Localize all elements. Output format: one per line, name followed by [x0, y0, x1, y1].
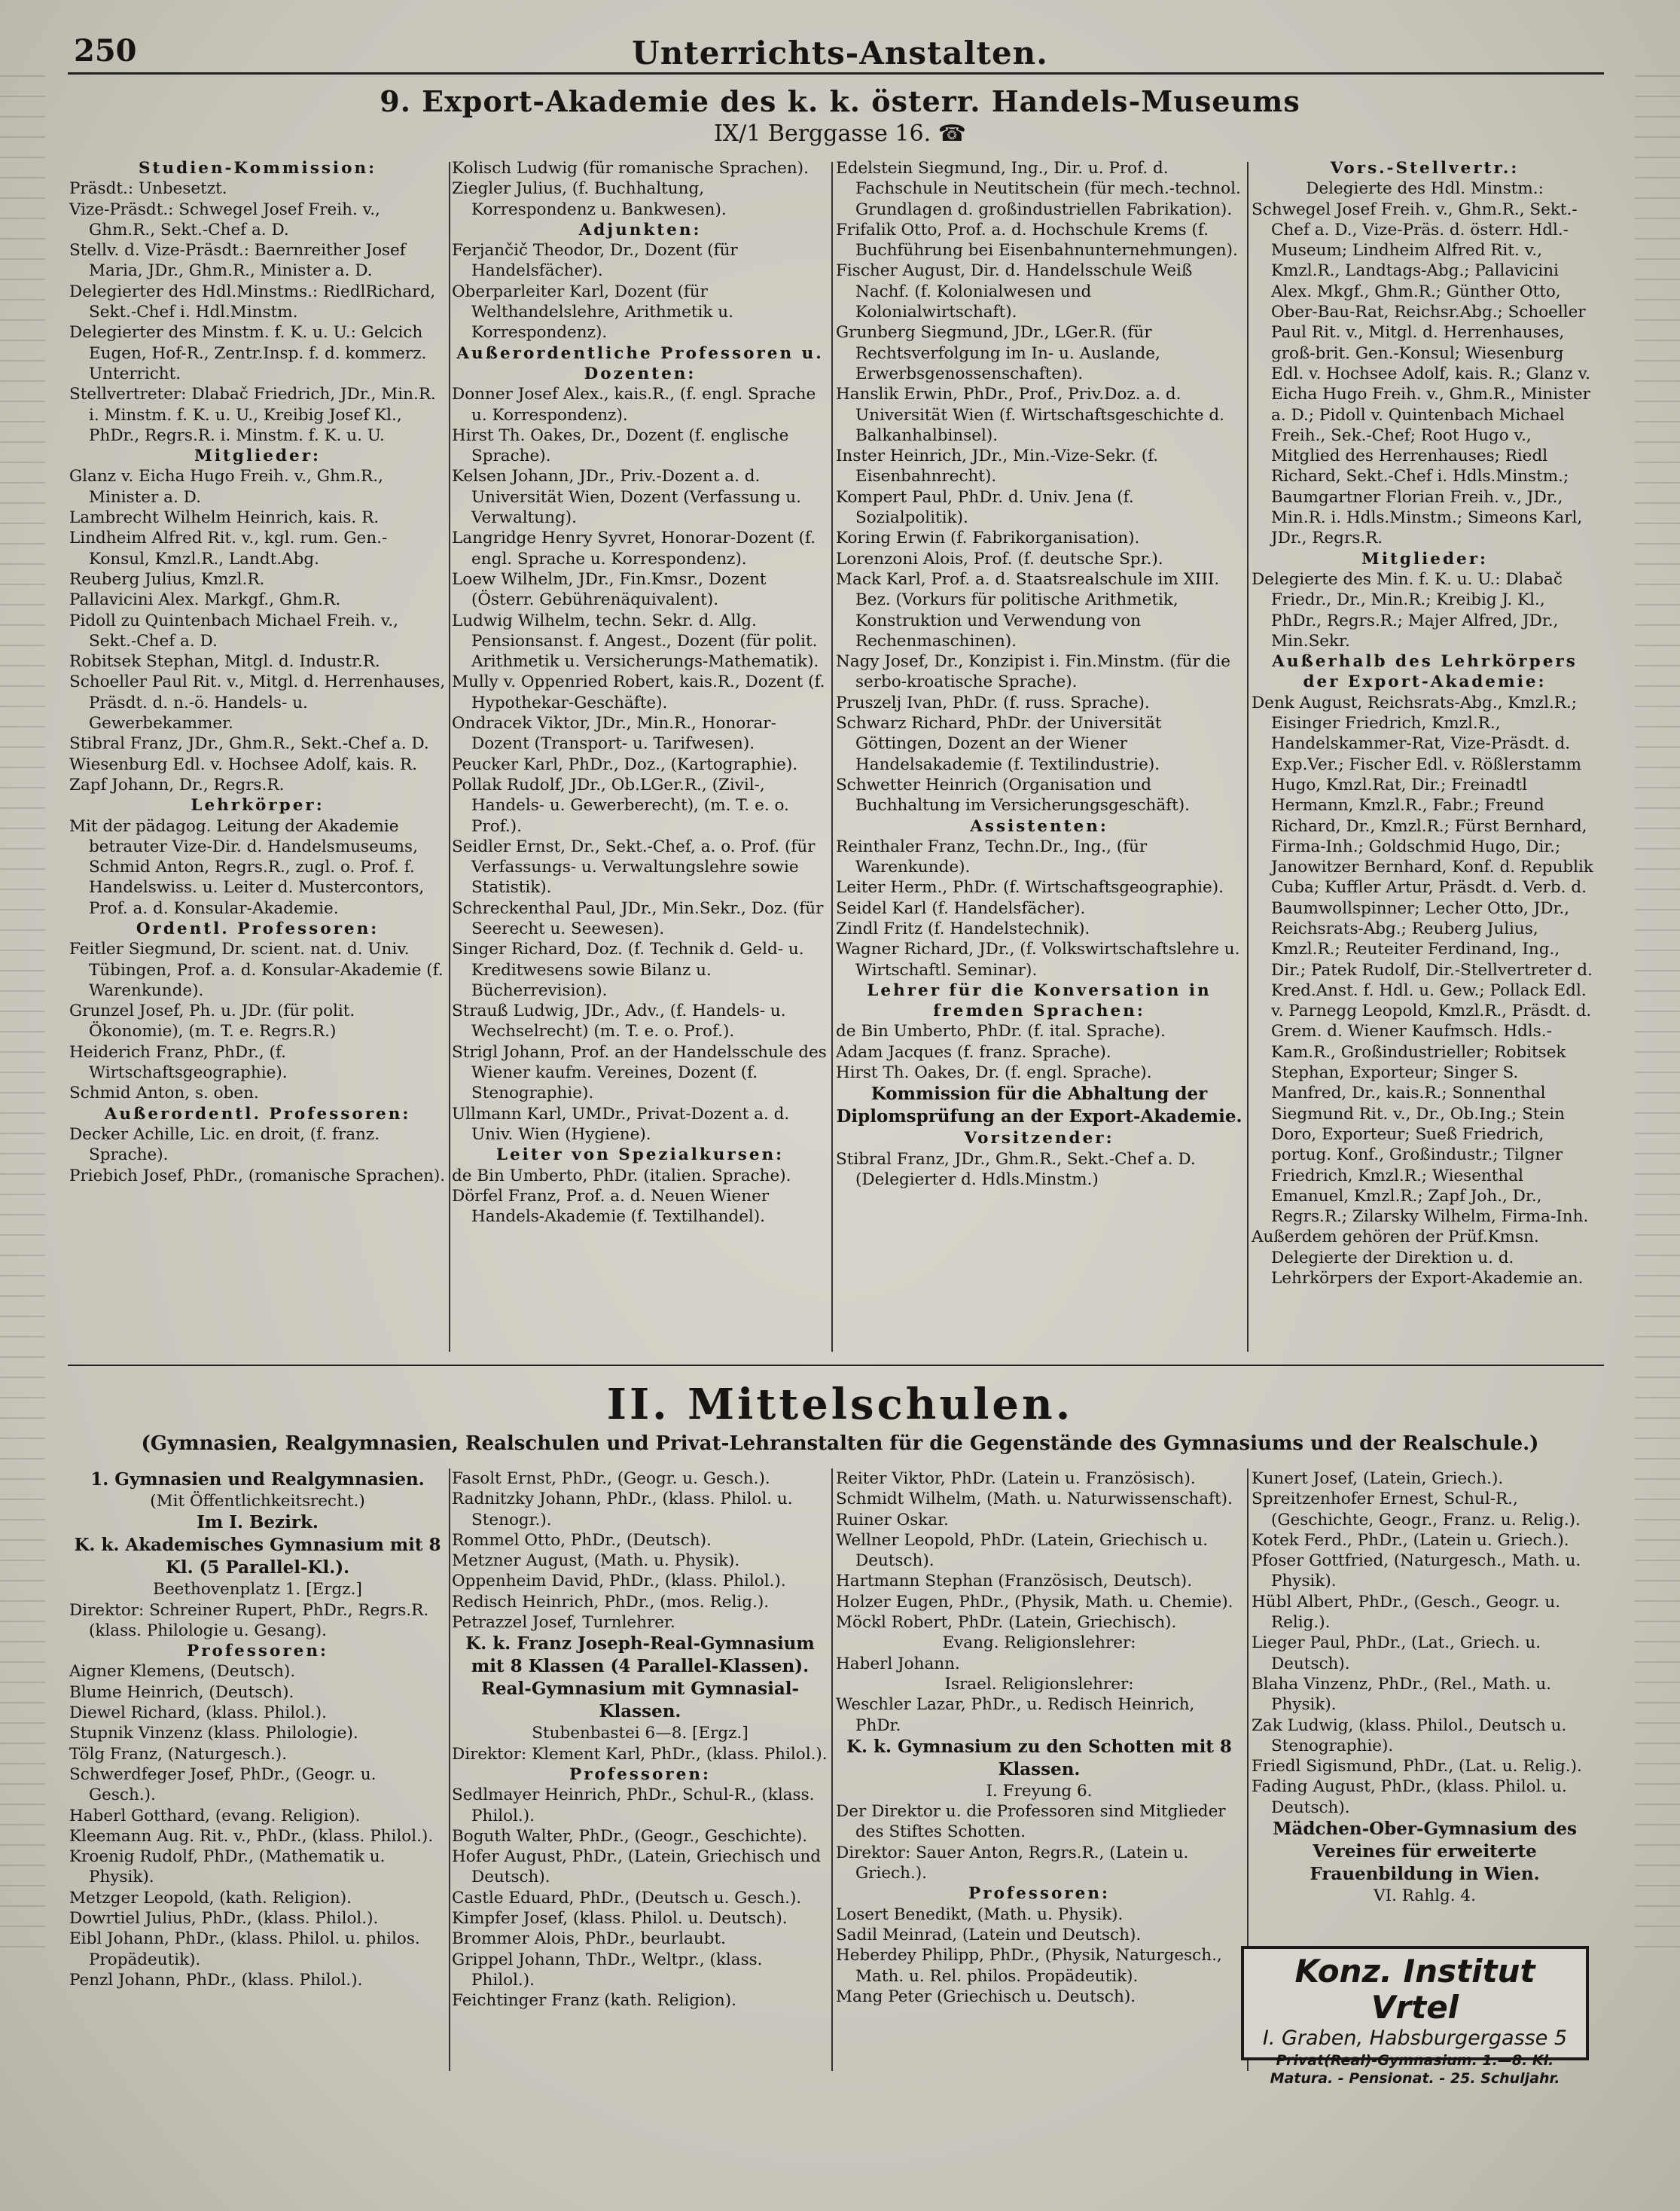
- section-heading: Im I. Bezirk.: [197, 1512, 319, 1533]
- directory-entry: Schwerdfeger Josef, PhDr., (Geogr. u. Gesch.).: [69, 1764, 377, 1805]
- directory-entry: Wellner Leopold, PhDr. (Latein, Griechisch u. Deutsch).: [836, 1530, 1209, 1571]
- column-3: [836, 158, 1242, 1190]
- directory-entry: Stibral Franz, JDr., Ghm.R., Sekt.-Chef a. D.: [69, 734, 429, 754]
- directory-entry: Lorenzoni Alois, Prof. (f. deutsche Spr.).: [836, 549, 1163, 569]
- directory-entry: Nagy Josef, Dr., Konzipist i. Fin.Minstm. (für die serbo-kroatische Sprache).: [836, 652, 1230, 692]
- directory-entry: Redisch Heinrich, PhDr., (mos. Relig.).: [452, 1592, 770, 1612]
- section-heading: Professoren:: [569, 1764, 711, 1784]
- column-divider: [831, 162, 833, 1352]
- directory-entry: Zak Ludwig, (klass. Philol., Deutsch u. Stenographie).: [1252, 1715, 1567, 1755]
- section-heading: Leiter von Spezialkursen:: [495, 1145, 785, 1165]
- directory-entry: Kompert Paul, PhDr. d. Univ. Jena (f. Sozialpolitik).: [836, 487, 1134, 528]
- directory-entry: Wiesenburg Edl. v. Hochsee Adolf, kais. R.: [69, 755, 417, 774]
- directory-entry: Kimpfer Josef, (klass. Philol. u. Deutsch).: [452, 1909, 788, 1929]
- directory-entry: VI. Rahlg. 4.: [1374, 1886, 1476, 1906]
- directory-entry: Schreckenthal Paul, JDr., Min.Sekr., Doz. (für Seerecht u. Seewesen).: [452, 898, 824, 938]
- directory-entry: Tölg Franz, (Naturgesch.).: [69, 1744, 288, 1764]
- directory-entry: Delegierte des Min. f. K. u. U.: Dlabač Friedr., Dr., Min.R.; Kreibig J. Kl., PhDr., Regrs.R.; Majer Alfred, JDr., Min.Sekr.: [1252, 569, 1563, 651]
- directory-entry: Ondracek Viktor, JDr., Min.R., Honorar-Dozent (Transport- u. Tarifwesen).: [452, 714, 776, 754]
- directory-entry: Delegierte des Hdl. Minstm.:: [1306, 179, 1544, 199]
- directory-entry: Präsdt.: Unbesetzt.: [69, 179, 227, 199]
- directory-entry: Pallavicini Alex. Markgf., Ghm.R.: [69, 590, 341, 610]
- section-heading: 1. Gymnasien und Realgymnasien.: [90, 1469, 425, 1490]
- section-heading: K. k. Gymnasium zu den Schotten mit 8 Klassen.: [846, 1736, 1232, 1779]
- directory-entry: Reiter Viktor, PhDr. (Latein u. Französisch).: [836, 1469, 1196, 1488]
- directory-entry: Peucker Karl, PhDr., Doz., (Kartographie).: [452, 755, 798, 774]
- directory-entry: Stibral Franz, JDr., Ghm.R., Sekt.-Chef a. D. (Delegierter d. Hdls.Minstm.): [836, 1149, 1196, 1189]
- section-heading: Mädchen-Ober-Gymnasium des Vereines für erweiterte Frauenbildung in Wien.: [1273, 1819, 1577, 1885]
- directory-entry: Lieger Paul, PhDr., (Lat., Griech. u. Deutsch).: [1252, 1633, 1541, 1673]
- directory-entry: Pruszelj Ivan, PhDr. (f. russ. Sprache).: [836, 693, 1150, 712]
- directory-entry: Adam Jacques (f. franz. Sprache).: [836, 1042, 1111, 1062]
- directory-entry: Denk August, Reichsrats-Abg., Kmzl.R.; Eisinger Friedrich, Kmzl.R., Handelskammer-Rat, Vize-Präsdt. d. Exp.Ver.; Fischer Edl. v. Rößlerstamm Hugo, Kmzl.Rat, Dir.; Freinadtl Hermann, Kmzl.R., Fabr.; Freund Richard, Dr., Kmzl.R.; Fürst Bernhard, Firma-Inh.; Goldschmid Hugo, Dir.; Janowitzer Bernhard, Konf. d. Republik Cuba; Kuffler Artur, Präsdt. d. Verb. d. Baumwollspinner; Lecher Otto, JDr., Reichsrats-Abg.; Reuberg Julius, Kmzl.R.; Reuteiter Ferdinand, Ing., Dir.; Patek Rudolf, Dir.-Stellvertreter d. Kred.Anst. f. Hdl. u. Gew.; Pollack Edl. v. Parnegg Leopold, Kmzl.R., Präsdt. d. Grem. d. Wiener Kaufmsch. Hdls.-Kam.R., Großindustrieller; Robitsek Stephan, Exporteur; Singer S. Manfred, Dr., kais.R.; Sonnenthal Siegmund Rit. v., Dr., Ob.Ing.; Stein Doro, Exporteur; Sueß Friedrich, portug. Konf., Großindustr.; Tilgner Friedrich, Kmzl.R.; Wiesenthal Emanuel, Kmzl.R.; Zapf Joh., Dr., Regrs.R.; Zilarsky Wilhelm, Firma-Inh.: [1252, 693, 1593, 1227]
- directory-entry: Hirst Th. Oakes, Dr. (f. engl. Sprache).: [836, 1063, 1152, 1083]
- directory-entry: Friedl Sigismund, PhDr., (Lat. u. Relig.).: [1252, 1757, 1582, 1776]
- directory-entry: Kelsen Johann, JDr., Priv.-Dozent a. d. Universität Wien, Dozent (Verfassung u. Verwaltung).: [452, 467, 801, 528]
- directory-entry: Zindl Fritz (f. Handelstechnik).: [836, 919, 1090, 938]
- directory-entry: Pollak Rudolf, JDr., Ob.LGer.R., (Zivil-, Handels- u. Gewerberecht), (m. T. e. o. Prof.).: [452, 775, 789, 836]
- advert-address: I. Graben, Habsburgergasse 5: [1262, 2026, 1568, 2050]
- directory-entry: Delegierter des Minstm. f. K. u. U.: Gelcich Eugen, Hof-R., Zentr.Insp. f. d. kommerz. Unterricht.: [69, 323, 427, 383]
- section-heading: Außerordentliche Professoren u. Dozenten:: [456, 343, 824, 383]
- column-2: [452, 158, 828, 1227]
- directory-entry: Hübl Albert, PhDr., (Gesch., Geogr. u. Relig.).: [1252, 1592, 1561, 1633]
- directory-entry: Pidoll zu Quintenbach Michael Freih. v., Sekt.-Chef a. D.: [69, 611, 398, 651]
- directory-entry: Ferjančič Theodor, Dr., Dozent (für Handelsfächer).: [452, 241, 738, 281]
- directory-entry: Langridge Henry Syvret, Honorar-Dozent (f. engl. Sprache u. Korrespondenz).: [452, 529, 816, 569]
- directory-entry: Weschler Lazar, PhDr., u. Redisch Heinrich, PhDr.: [836, 1695, 1195, 1735]
- directory-entry: Losert Benedikt, (Math. u. Physik).: [836, 1905, 1124, 1924]
- directory-entry: Sedlmayer Heinrich, PhDr., Schul-R., (klass. Philol.).: [452, 1786, 815, 1825]
- directory-entry: Priebich Josef, PhDr., (romanische Sprachen).: [69, 1166, 446, 1185]
- section-heading: Vorsitzender:: [964, 1129, 1114, 1148]
- directory-entry: Delegierter des Hdl.Minstms.: RiedlRichard, Sekt.-Chef i. Hdl.Minstm.: [69, 282, 436, 322]
- column-1: [69, 158, 446, 1186]
- directory-entry: Feichtinger Franz (kath. Religion).: [452, 1991, 736, 2011]
- directory-entry: Fading August, PhDr., (klass. Philol. u. Deutsch).: [1252, 1777, 1567, 1817]
- directory-entry: Boguth Walter, PhDr., (Geogr., Geschichte).: [452, 1826, 808, 1846]
- directory-entry: Blume Heinrich, (Deutsch).: [69, 1682, 294, 1702]
- directory-entry: Mack Karl, Prof. a. d. Staatsrealschule im XIII. Bez. (Vorkurs für politische Arithmetik, Konstruktion und Verwendung von Rechenmaschinen).: [836, 569, 1220, 651]
- section-heading: Professoren:: [187, 1642, 328, 1661]
- directory-entry: Direktor: Sauer Anton, Regrs.R., (Latein u. Griech.).: [836, 1843, 1189, 1883]
- section-heading: Vors.-Stellvertr.:: [1330, 159, 1520, 178]
- directory-entry: Singer Richard, Doz. (f. Technik d. Geld- u. Kreditwesens sowie Bilanz u. Bücherrevision).: [452, 940, 804, 1000]
- directory-entry: Strigl Johann, Prof. an der Handelsschule des Wiener kaufm. Vereines, Dozent (f. Stenographie).: [452, 1042, 827, 1103]
- chapter-title: II. Mittelschulen.: [606, 1380, 1074, 1429]
- section-title: 9. Export-Akademie des k. k. österr. Handels-Museums: [380, 84, 1300, 118]
- directory-entry: Schwetter Heinrich (Organisation und Buchhaltung im Versicherungsgeschäft).: [836, 775, 1190, 816]
- directory-entry: Reuberg Julius, Kmzl.R.: [69, 569, 265, 589]
- directory-entry: Mully v. Oppenried Robert, kais.R., Dozent (f. Hypothekar-Geschäfte).: [452, 672, 825, 712]
- directory-entry: Der Direktor u. die Professoren sind Mitglieder des Stiftes Schotten.: [836, 1802, 1226, 1842]
- section-heading: Adjunkten:: [578, 220, 702, 239]
- directory-entry: Oppenheim David, PhDr., (klass. Philol.).: [452, 1572, 786, 1591]
- directory-entry: Fischer August, Dir. d. Handelsschule Weiß Nachf. (f. Kolonialwesen und Kolonialwirtschaft).: [836, 261, 1193, 322]
- advertisement-box: [1241, 1946, 1589, 2087]
- directory-entry: Stubenbastei 6—8. [Ergz.]: [532, 1724, 749, 1743]
- column-divider: [1247, 162, 1249, 1352]
- section-heading: Mitglieder:: [194, 447, 321, 466]
- directory-entry: Kleemann Aug. Rit. v., PhDr., (klass. Philol.).: [69, 1826, 434, 1846]
- directory-entry: Hirst Th. Oakes, Dr., Dozent (f. englische Sprache).: [452, 425, 789, 466]
- directory-entry: Inster Heinrich, JDr., Min.-Vize-Sekr. (f. Eisenbahnrecht).: [836, 447, 1159, 486]
- directory-entry: Direktor: Klement Karl, PhDr., (klass. Philol.).: [452, 1744, 828, 1764]
- lower-column-4: [1252, 1468, 1598, 1906]
- directory-entry: Stupnik Vinzenz (klass. Philologie).: [69, 1724, 358, 1743]
- directory-entry: Haberl Gotthard, (evang. Religion).: [69, 1806, 361, 1825]
- directory-entry: Brommer Alois, PhDr., beurlaubt.: [452, 1929, 726, 1949]
- directory-entry: Koring Erwin (f. Fabrikorganisation).: [836, 529, 1140, 548]
- directory-entry: Außerdem gehören der Prüf.Kmsn. Delegierte der Direktion u. d. Lehrkörpers der Export-Akademie an.: [1252, 1227, 1584, 1288]
- directory-entry: Haberl Johann.: [836, 1654, 960, 1673]
- directory-entry: Robitsek Stephan, Mitgl. d. Industr.R.: [69, 652, 380, 672]
- directory-entry: Reinthaler Franz, Techn.Dr., Ing., (für Warenkunde).: [836, 837, 1148, 877]
- directory-entry: Diewel Richard, (klass. Philol.).: [69, 1703, 327, 1723]
- directory-entry: Hofer August, PhDr., (Latein, Griechisch und Deutsch).: [452, 1847, 822, 1887]
- directory-entry: Seidler Ernst, Dr., Sekt.-Chef, a. o. Prof. (für Verfassungs- u. Verwaltungslehre sowie Statistik).: [452, 837, 816, 898]
- column-4: [1252, 158, 1598, 1288]
- directory-entry: Seidel Karl (f. Handelsfächer).: [836, 898, 1086, 918]
- directory-entry: Möckl Robert, PhDr. (Latein, Griechisch).: [836, 1613, 1177, 1633]
- column-divider: [449, 162, 450, 1352]
- directory-entry: Frifalik Otto, Prof. a. d. Hochschule Krems (f. Buchführung bei Eisenbahnunternehmungen).: [836, 220, 1238, 261]
- directory-entry: Stellv. d. Vize-Präsdt.: Baernreither Josef Maria, JDr., Ghm.R., Minister a. D.: [69, 241, 406, 281]
- directory-entry: Kotek Ferd., PhDr., (Latein u. Griech.).: [1252, 1530, 1569, 1550]
- directory-entry: Vize-Präsdt.: Schwegel Josef Freih. v., Ghm.R., Sekt.-Chef a. D.: [69, 200, 380, 239]
- directory-entry: Direktor: Schreiner Rupert, PhDr., Regrs.R. (klass. Philologie u. Gesang).: [69, 1600, 429, 1640]
- directory-entry: Wagner Richard, JDr., (f. Volkswirtschaftslehre u. Wirtschaftl. Seminar).: [836, 940, 1240, 980]
- directory-entry: Heiderich Franz, PhDr., (f. Wirtschaftsgeographie).: [69, 1042, 288, 1083]
- directory-entry: Penzl Johann, PhDr., (klass. Philol.).: [69, 1970, 363, 1990]
- directory-entry: Zapf Johann, Dr., Regrs.R.: [69, 775, 285, 794]
- directory-entry: Fasolt Ernst, PhDr., (Geogr. u. Gesch.).: [452, 1469, 770, 1488]
- header-rule: [68, 72, 1604, 75]
- directory-entry: Metzger Leopold, (kath. Religion).: [69, 1888, 352, 1908]
- page-number: 250: [74, 33, 137, 69]
- directory-entry: Feitler Siegmund, Dr. scient. nat. d. Univ. Tübingen, Prof. a. d. Konsular-Akademie (f. Warenkunde).: [69, 940, 444, 1000]
- directory-entry: Castle Eduard, PhDr., (Deutsch u. Gesch.).: [452, 1888, 802, 1908]
- directory-entry: Schmidt Wilhelm, (Math. u. Naturwissenschaft).: [836, 1490, 1233, 1509]
- directory-entry: Kunert Josef, (Latein, Griech.).: [1252, 1469, 1504, 1488]
- section-heading: Mitglieder:: [1361, 549, 1488, 569]
- directory-entry: Holzer Eugen, PhDr., (Physik, Math. u. Chemie).: [836, 1592, 1233, 1612]
- directory-entry: Schmid Anton, s. oben.: [69, 1084, 259, 1103]
- directory-entry: Petrazzel Josef, Turnlehrer.: [452, 1613, 675, 1633]
- directory-entry: Israel. Religionslehrer:: [944, 1674, 1134, 1694]
- lower-column-2: [452, 1468, 828, 2011]
- running-title: Unterrichts-Anstalten.: [632, 35, 1048, 72]
- section-address: IX/1 Berggasse 16. ☎: [713, 120, 967, 147]
- section-heading: Kommission für die Abhaltung der Diplomsprüfung an der Export-Akademie.: [836, 1084, 1242, 1127]
- directory-entry: (Mit Öffentlichkeitsrecht.): [150, 1492, 365, 1511]
- directory-entry: Mit der pädagog. Leitung der Akademie betrauter Vize-Dir. d. Handelsmuseums, Schmid Anton, Regrs.R., zugl. o. Prof. f. Handelswiss. u. Leiter d. Mustercontors, Prof. a. d. Konsular-Akademie.: [69, 816, 425, 918]
- directory-entry: de Bin Umberto, PhDr. (italien. Sprache).: [452, 1166, 791, 1185]
- directory-entry: Eibl Johann, PhDr., (klass. Philol. u. philos. Propädeutik).: [69, 1929, 420, 1969]
- left-bleed-through: [0, 75, 45, 1958]
- directory-entry: Schwegel Josef Freih. v., Ghm.R., Sekt.-Chef a. D., Vize-Präs. d. österr. Hdl.-Museum; Lindheim Alfred Rit. v., Kmzl.R., Landtags-Abg.; Pallavicini Alex. Mkgf., Ghm.R.; Günther Otto, Ober-Bau-Rat, Reichsr.Abg.; Schoeller Paul Rit. v., Mitgl. d. Herrenhauses, groß-brit. Gen.-Konsul; Wiesenburg Edl. v. Hochsee Adolf, kais. R.; Glanz v. Eicha Hugo Freih. v., Ghm.R., Minister a. D.; Pidoll v. Quintenbach Michael Freih., Sek.-Chef; Root Hugo v., Mitglied des Herrenhauses; Riedl Richard, Sekt.-Chef i. Hdls.Minstm.; Baumgartner Florian Freih. v., JDr., Min.R. i. Hdls.Minstm.; Simeons Karl, JDr., Regrs.R.: [1252, 200, 1590, 548]
- directory-entry: Kroenig Rudolf, PhDr., (Mathematik u. Physik).: [69, 1847, 386, 1887]
- directory-entry: Leiter Herm., PhDr. (f. Wirtschaftsgeographie).: [836, 878, 1224, 898]
- section-rule: [68, 1365, 1604, 1366]
- directory-entry: Hartmann Stephan (Französisch, Deutsch).: [836, 1572, 1193, 1591]
- section-heading: Lehrer für die Konversation in fremden Sprachen:: [867, 980, 1212, 1021]
- directory-entry: Lindheim Alfred Rit. v., kgl. rum. Gen.-Konsul, Kmzl.R., Landt.Abg.: [69, 529, 388, 569]
- directory-entry: Rommel Otto, PhDr., (Deutsch).: [452, 1530, 712, 1550]
- lower-column-3: [836, 1468, 1242, 2007]
- advert-name: Konz. Institut Vrtel: [1294, 1953, 1535, 2026]
- section-heading: Studien-Kommission:: [138, 159, 377, 178]
- directory-entry: Ullmann Karl, UMDr., Privat-Dozent a. d. Univ. Wien (Hygiene).: [452, 1104, 790, 1144]
- section-heading: Lehrkörper:: [191, 796, 325, 816]
- column-divider: [831, 1468, 833, 2071]
- lower-column-1: [69, 1468, 446, 1990]
- section-heading: Ordentl. Professoren:: [136, 919, 380, 938]
- directory-entry: Heberdey Philipp, PhDr., (Physik, Naturgesch., Math. u. Rel. philos. Propädeutik).: [836, 1946, 1222, 1986]
- directory-entry: Strauß Ludwig, JDr., Adv., (f. Handels- u. Wechselrecht) (m. T. e. o. Prof.).: [452, 1002, 786, 1041]
- directory-entry: Stellvertreter: Dlabač Friedrich, JDr., Min.R. i. Minstm. f. K. u. U., Kreibig Josef Kl., PhDr., Regrs.R. i. Minstm. f. K. u. U.: [69, 385, 436, 445]
- directory-entry: Radnitzky Johann, PhDr., (klass. Philol. u. Stenogr.).: [452, 1490, 793, 1529]
- section-heading: Außerhalb des Lehrkörpers der Export-Akademie:: [1272, 652, 1578, 692]
- directory-entry: Evang. Religionslehrer:: [942, 1633, 1136, 1653]
- directory-entry: Blaha Vinzenz, PhDr., (Rel., Math. u. Physik).: [1252, 1674, 1552, 1715]
- column-divider: [449, 1468, 450, 2071]
- directory-entry: Dowrtiel Julius, PhDr., (klass. Philol.).: [69, 1909, 379, 1929]
- directory-entry: Glanz v. Eicha Hugo Freih. v., Ghm.R., Minister a. D.: [69, 467, 383, 507]
- section-heading: Außerordentl. Professoren:: [104, 1104, 411, 1124]
- directory-entry: Ziegler Julius, (f. Buchhaltung, Korrespondenz u. Bankwesen).: [452, 179, 727, 219]
- directory-entry: Sadil Meinrad, (Latein und Deutsch).: [836, 1925, 1142, 1944]
- directory-entry: Grunzel Josef, Ph. u. JDr. (für polit. Ökonomie), (m. T. e. Regrs.R.): [69, 1002, 355, 1041]
- directory-entry: de Bin Umberto, PhDr. (f. ital. Sprache).: [836, 1022, 1166, 1041]
- directory-entry: Decker Achille, Lic. en droit, (f. franz. Sprache).: [69, 1124, 380, 1165]
- directory-entry: Schoeller Paul Rit. v., Mitgl. d. Herrenhauses, Präsdt. d. n.-ö. Handels- u. Gewerbekammer.: [69, 672, 446, 733]
- directory-entry: Donner Josef Alex., kais.R., (f. engl. Sprache u. Korrespondenz).: [452, 385, 816, 425]
- chapter-subtitle: (Gymnasien, Realgymnasien, Realschulen und Privat-Lehranstalten für die Gegenstände des Gymnasiums und der Realschule.): [141, 1432, 1539, 1455]
- directory-entry: Metzner August, (Math. u. Physik).: [452, 1551, 740, 1571]
- directory-entry: Grunberg Siegmund, JDr., LGer.R. (für Rechtsverfolgung im In- u. Auslande, Erwerbsgenossenschaften).: [836, 323, 1160, 383]
- directory-entry: Schwarz Richard, PhDr. der Universität Göttingen, Dozent an der Wiener Handelsakademie (f. Textilindustrie).: [836, 714, 1162, 774]
- directory-entry: Pfoser Gottfried, (Naturgesch., Math. u. Physik).: [1252, 1551, 1581, 1591]
- directory-entry: Aigner Klemens, (Deutsch).: [69, 1662, 296, 1682]
- directory-entry: Beethovenplatz 1. [Ergz.]: [153, 1580, 362, 1600]
- directory-entry: Loew Wilhelm, JDr., Fin.Kmsr., Dozent (Österr. Gebührenäquivalent).: [452, 569, 767, 610]
- directory-entry: Dörfel Franz, Prof. a. d. Neuen Wiener Handels-Akademie (f. Textilhandel).: [452, 1186, 770, 1227]
- directory-entry: Oberparleiter Karl, Dozent (für Welthandelslehre, Arithmetik u. Korrespondenz).: [452, 282, 733, 343]
- section-heading: Professoren:: [968, 1884, 1110, 1904]
- advert-details: [1252, 2051, 1578, 2087]
- directory-entry: Mang Peter (Griechisch u. Deutsch).: [836, 1987, 1136, 2006]
- directory-entry: Ludwig Wilhelm, techn. Sekr. d. Allg. Pensionsanst. f. Angest., Dozent (für polit. Arithmetik u. Versicherungs-Mathematik).: [452, 611, 819, 672]
- directory-entry: Ruiner Oskar.: [836, 1510, 949, 1529]
- advert-school: Privat(Real)-Gymnasium. 1.—8. Kl.: [1276, 2052, 1554, 2069]
- advert-info: Matura. - Pensionat. - 25. Schuljahr.: [1270, 2070, 1560, 2087]
- directory-entry: Kolisch Ludwig (für romanische Sprachen).: [452, 159, 809, 178]
- directory-entry: Grippel Johann, ThDr., Weltpr., (klass. Philol.).: [452, 1950, 763, 1990]
- section-heading: Assistenten:: [970, 816, 1108, 836]
- directory-entry: Lambrecht Wilhelm Heinrich, kais. R.: [69, 508, 380, 528]
- directory-entry: I. Freyung 6.: [986, 1781, 1093, 1801]
- right-bleed-through: [1635, 75, 1680, 1958]
- directory-entry: Hanslik Erwin, PhDr., Prof., Priv.Doz. a. d. Universität Wien (f. Wirtschaftsgeschichte d. Balkanhalbinsel).: [836, 385, 1224, 445]
- section-heading: K. k. Franz Joseph-Real-Gymnasium mit 8 Klassen (4 Parallel-Klassen). Real-Gymnasium mit Gymnasial-Klassen.: [465, 1633, 815, 1722]
- section-heading: K. k. Akademisches Gymnasium mit 8 Kl. (5 Parallel-Kl.).: [74, 1535, 441, 1578]
- directory-entry: Spreitzenhofer Ernest, Schul-R., (Geschichte, Geogr., Franz. u. Relig.).: [1252, 1490, 1581, 1529]
- directory-entry: Edelstein Siegmund, Ing., Dir. u. Prof. d. Fachschule in Neutitschein (für mech.-technol. Grundlagen d. großindustriellen Fabrikation).: [836, 159, 1241, 219]
